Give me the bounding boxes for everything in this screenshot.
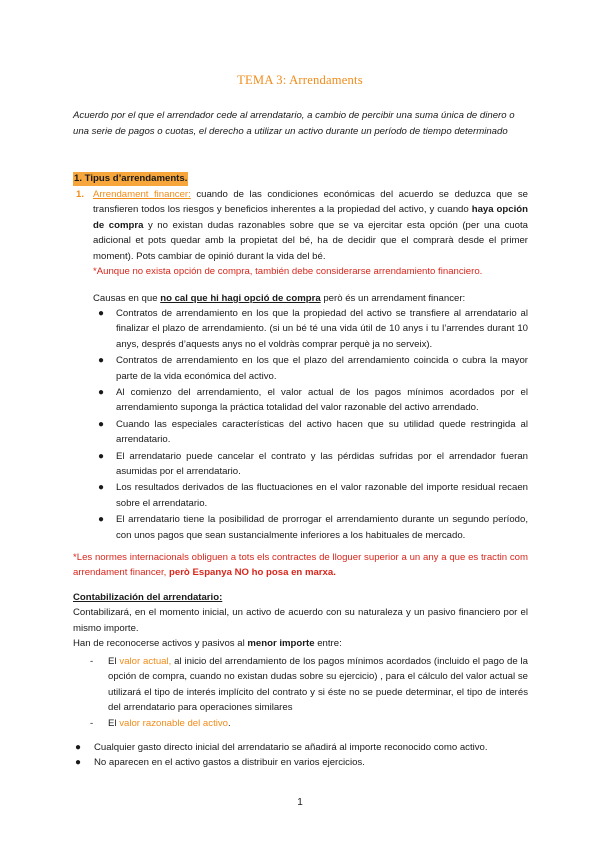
list-item: ● Cuando las especiales características del activo hacen que su utilidad quede restringida al arrendatario. <box>98 418 528 446</box>
contabilizacion-section <box>73 590 528 652</box>
page-title: TEMA 3: Arrendaments <box>237 73 363 87</box>
international-norms-note: *Les normes internacionals obliguen a tots els contractes de lloguer superior a un any a que es tractin com arrendament financer, però Espanya NO ho posa en marxa. <box>73 552 528 579</box>
arrendament-financer-term: Arrendament financer: <box>93 189 191 200</box>
causes-intro-emphasis: no cal que hi hagi opció de compra <box>160 293 321 304</box>
contab-paragraph-2: Han de reconocerse activos y pasivos al menor importe entre: <box>73 638 342 650</box>
list-item: - El valor actual, al inicio del arrendamiento de los pagos mínimos acordados (incluido el pago de la opción de compra, cuando no existan dudas sobre su ejercicio) , para el cálculo del valor actual se utilizará el tipo de interés implícito del contrato y si éste no se puede determinar, el tipo de interés del arrendatario para operaciones similares <box>90 656 528 714</box>
section-heading-tipus: 1. Tipus d’arrendaments. <box>74 173 188 184</box>
bullet-icon: ● <box>98 514 105 526</box>
arrendament-financer-paragraph: Arrendament financer: cuando de las condiciones económicas del acuerdo se deduzca que se transfieren todos los riesgos y beneficios inherentes a la propiedad del activo, y cuando haya opción de compra y no existan dudas razonables sobre que se va ejercitar esta opción (per una cuota adicional et pots quedar amb la propietat del bé, ha de decidir que el comprarà desde el primer moment). Pots cambiar de opinió durant la vida del bé. *Aunque no exista opción de compra, también debe considerarse arrendamiento financiero. <box>93 187 528 279</box>
list-item: ● Contratos de arrendamiento en los que el plazo del arrendamiento coincida o cubra la mayor parte de la vida económica del activo. <box>98 355 528 382</box>
page-number: 1 <box>297 797 303 808</box>
list-item: ● Cualquier gasto directo inicial del arrendatario se añadirá al importe reconocido como activo. <box>73 740 528 755</box>
final-bullet-list <box>73 740 528 771</box>
list-number-1: 1. <box>76 189 85 200</box>
bullet-icon: ● <box>75 742 82 753</box>
bullet-icon: ● <box>98 482 105 494</box>
list-item: ● El arrendatario puede cancelar el contrato y las pérdidas sufridas por el arrendador fueran asumidas por el arrendatario. <box>98 450 528 478</box>
opcion-compra-highlight: haya opción de compra <box>93 204 528 231</box>
bullet-icon: ● <box>98 450 105 462</box>
list-item: ● Los resultados derivados de las fluctuaciones en el valor razonable del importe residual recaen sobre el arrendatario. <box>98 482 528 509</box>
list-item: ● El arrendatario tiene la posibilidad de prorrogar el arrendamiento durante un segundo período, con unos pagos que sean sustancialmente inferiores a los habituales de mercado. <box>98 514 528 541</box>
list-item: ● Al comienzo del arrendamiento, el valor actual de los pagos mínimos acordados por el arrendamiento suponga la práctica totalidad del valor razonable del activo arrendado. <box>98 387 528 414</box>
list-item: ● No aparecen en el activo gastos a distribuir en varios ejercicios. <box>73 755 528 770</box>
bullet-icon: ● <box>98 355 105 367</box>
bullet-icon: ● <box>98 418 105 430</box>
intro-paragraph: Acuerdo por el que el arrendador cede al arrendatario, a cambio de percibir una suma única de dinero o una serie de pagos o cuotas, el derecho a utilizar un activo durante un período de tiempo determinado <box>73 110 515 137</box>
menor-importe-emphasis: menor importe <box>247 638 315 650</box>
red-note-opcion-compra: *Aunque no exista opción de compra, también debe considerarse arrendamiento financiero. <box>93 266 483 278</box>
valuation-dash-list <box>90 654 528 731</box>
dash-marker: - <box>90 656 94 667</box>
list-item: - El valor razonable del activo. <box>90 716 528 731</box>
valor-actual-term: valor actual, <box>119 656 172 667</box>
bullet-icon: ● <box>98 387 105 399</box>
dash-marker: - <box>90 717 94 729</box>
bullet-icon: ● <box>98 308 105 319</box>
valor-razonable-term: valor razonable del activo <box>119 717 228 729</box>
causes-bullet-list <box>93 306 528 544</box>
list-item: ● Contratos de arrendamiento en los que la propiedad del activo se transfiere al arrendatario al finalizar el plazo de arrendamiento. (si un bé té una vida útil de 10 anys i tu l’arrendes durant 10 anys, després d’aquests anys no el voldràs comprar perquè ja no serveix). <box>98 308 528 350</box>
causes-intro: Causas en que no cal que hi hagi opció de compra però és un arrendament financer: <box>93 293 466 304</box>
international-norms-emphasis: però Espanya NO ho posa en marxa. <box>169 567 336 579</box>
contab-paragraph-1: Contabilizará, en el momento inicial, un activo de acuerdo con su naturaleza y un pasivo financiero por el mismo importe. <box>73 607 528 634</box>
section-heading-contabilizacion: Contabilización del arrendatario: <box>73 592 223 603</box>
bullet-icon: ● <box>75 757 82 769</box>
